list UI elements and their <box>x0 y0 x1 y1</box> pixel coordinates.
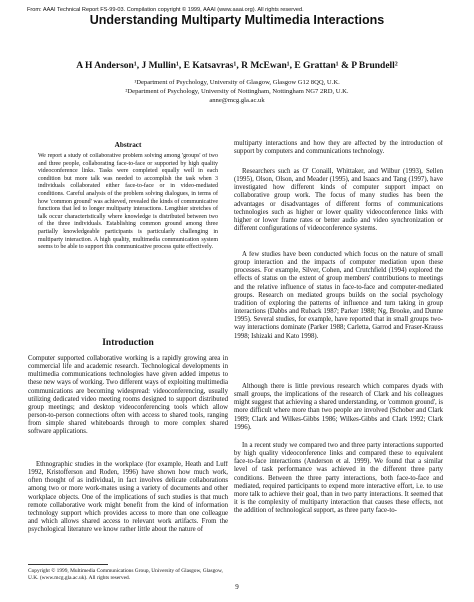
copyright-footnote: Copyright © 1999, Multimedia Communications Group, University of Glasgow, Glasgow, U.K. (www.mcg.gla.ac.uk). All rights reserved. <box>28 568 223 581</box>
footnote-divider <box>28 564 108 565</box>
body-paragraph-recent-study: In a recent study we compared two and three party interactions supported by high quality videoconference links and compared these to equivalent face-to-face interactions (Anderson et al. 1999). We found that a similar level of task performance was achieved in the different three party conditions. Between the three party interactions, both face-to-face and mediated, required participants to expend more interactive effort, i.e. to use more talk to achieve their goal, than in two party interactions. It seemed that it is the complexity of multiparty interaction that causes these effects, not the addition of technological support, as three party face-to- <box>234 442 443 515</box>
body-paragraph-researchers: Researchers such as O' Conaill, Whittaker, and Wilbur (1993), Sellen (1995), Olson, Olson, and Meader (1995), and Isaacs and Tang (1997), have investigated how different kinds of computer support impact on collaborative group work. The focus of many studies has been the advantages or disadvantages of different forms of communications technologies such as higher or lower quality videoconference links with higher or lower frame rates or better audio and video synchronization or different configurations of videoconference systems. <box>234 168 443 233</box>
body-paragraph-small-group: A few studies have been conducted which focus on the nature of small group interaction and the impacts of computer mediation upon these processes. For example, Silver, Cohen, and Crutchfield (1994) explored the effects of status on the extent of group members' contributions to meetings and the relative influence of status in face-to-face and computer-mediated groups. Research on mediated groups builds on the social psychology tradition of exploring the patterns of influence and turn taking in group interactions (Dabbs and Ruback 1987; Parker 1988; Ng, Brooke, and Dunne 1995). Several studies, for example, have reported that in small groups two-way interactions dominate (Parker 1988; Carletta, Garrod and Fraser-Krauss 1998; Ishizaki and Kato 1998). <box>234 251 443 340</box>
body-paragraph-dyads: Although there is little previous research which compares dyads with small groups, the implications of the research of Clark and his colleagues might suggest that achieving a shared understanding, or 'common ground', is more difficult where more than two people are involved (Schober and Clark 1989; Clark and Wilkes-Gibbs 1986; Wilkes-Gibbs and Clark 1992; Clark 1996). <box>234 383 443 431</box>
body-paragraph-continued: multiparty interactions and how they are affected by the introduction of support by computers and communications technology. <box>234 140 443 156</box>
intro-paragraph-1: Computer supported collaborative working is a rapidly growing area in commercial life and academic research. Technological developments in multimedia communications technologies have given added impetus to these new ways of working. Two different ways of exploiting multimedia communications are becoming widespread: videoconferencing, usually utilizing dedicated video meeting rooms designed to support distributed group meetings; and desktop videoconferencing tools which allow person-to-person connections often with access to shared tools, ranging from simple shared whiteboards through to more complex shared software applications. <box>28 355 228 436</box>
affiliation-glasgow: ¹Department of Psychology, University of Glasgow, Glasgow G12 8QQ, U.K. <box>134 79 340 86</box>
contact-email: anne@mcg.gla.ac.uk <box>209 97 265 104</box>
affiliation-nottingham: ²Department of Psychology, University of Nottingham, Nottingham NG7 2RD, U.K. <box>125 88 349 95</box>
abstract-heading: Abstract <box>114 141 142 149</box>
introduction-heading: Introduction <box>102 338 154 348</box>
right-column <box>234 140 443 566</box>
abstract-text: We report a study of collaborative problem solving among 'groups' of two and three people, collaborating face-to-face or supported by high quality videoconference links. Tasks were completed equally well in each condition but more talk was needed to accomplish the task when 3 individuals collaborated either face-to-face or in video-mediated conditions. Careful analysis of the problem solving dialogues, in terms of how 'common ground' was achieved, revealed the kinds of communicative functions that led to longer multiparty interactions. Lengthier stretches of talk occur characteristically where knowledge is distributed between two of the three individuals. Establishing common ground among three partially knowledgeable participants is particularly challenging in multiparty interaction. A high quality, multimedia communication system seems to be able to support this communicative process quite effectively. <box>38 153 218 251</box>
intro-paragraph-2: Ethnographic studies in the workplace (for example, Heath and Luff 1992, Kristofferson and Roden, 1996) have shown how much work, often thought of as individual, in fact involves delicate collaborations among two or more work-mates using a variety of documents and other workplace objects. One of the implications of such studies is that much remote collaborative work might benefit from the kind of information technology support which provides access to more than one colleague and which allows shared access to relevant work artifacts. From the psychological literature we know rather little about the nature of <box>28 461 228 534</box>
source-note: From: AAAI Technical Report FS-99-03. Compilation copyright © 1999, AAAI (www.aaai.org). All rights reserved. <box>27 7 304 13</box>
page-number: 9 <box>235 583 239 591</box>
author-list: A H Anderson¹, J Mullin¹, E Katsavras¹, R McEwan¹, E Grattan¹ & P Brundell² <box>76 61 398 71</box>
paper-title: Understanding Multiparty Multimedia Interactions <box>89 13 385 27</box>
left-column <box>28 141 228 581</box>
